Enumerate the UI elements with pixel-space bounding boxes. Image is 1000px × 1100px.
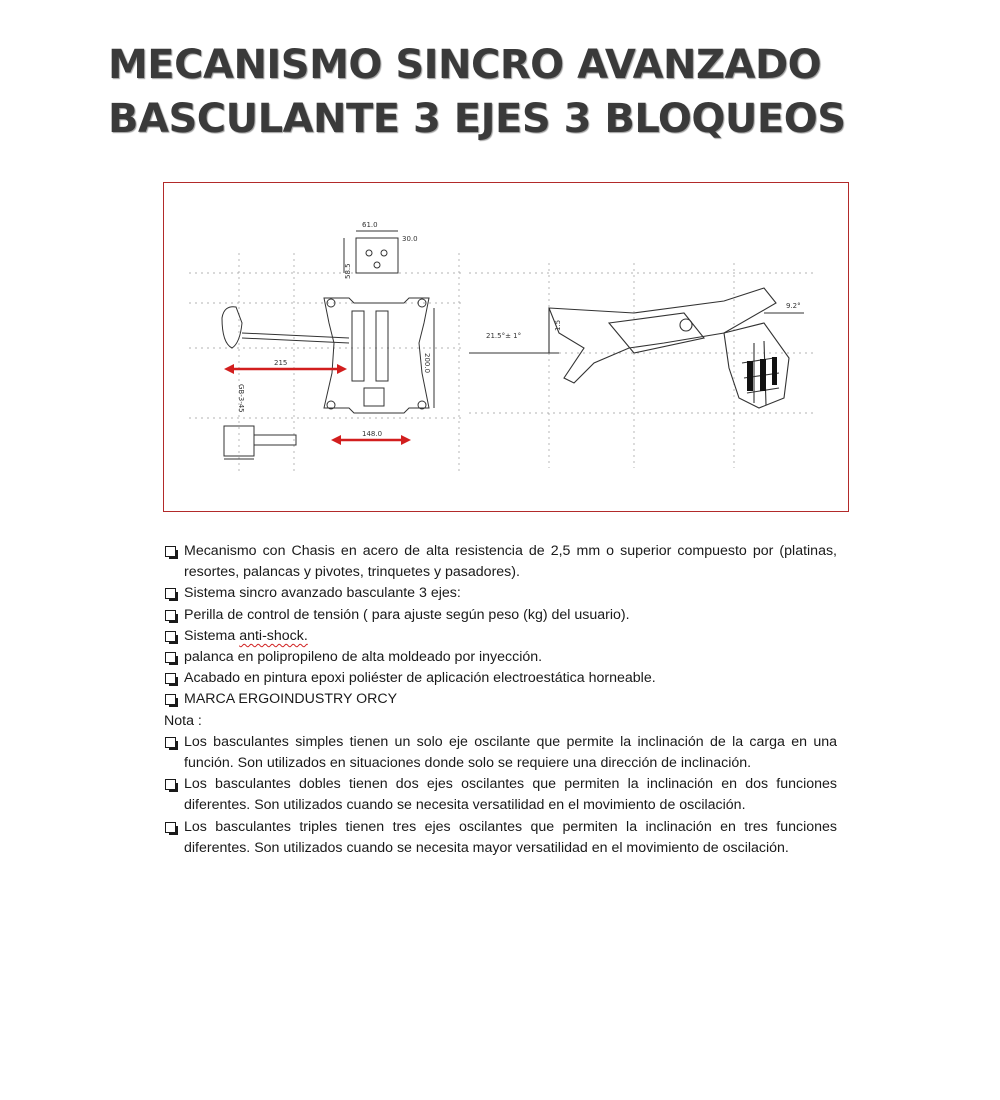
checkbox-bullet-icon [165, 652, 176, 663]
dim-angle-top: 9.2° [786, 302, 801, 310]
checkbox-bullet-icon [165, 631, 176, 642]
title-line-1: MECANISMO SINCRO AVANZADO [108, 42, 822, 88]
feature-text: Mecanismo con Chasis en acero de alta resistencia de 2,5 mm o superior compuesto por (platinas, resortes, palancas y pivotes, trinquetes y pasadores). [184, 543, 837, 581]
dim-vertical-small: 1.5 [554, 319, 562, 331]
feature-text: palanca en polipropileno de alta moldeado por inyección. [184, 649, 543, 666]
feature-text: Sistema sincro avanzado basculante 3 ejes: [184, 585, 461, 602]
feature-text: MARCA ERGOINDUSTRY ORCY [184, 691, 398, 708]
dim-left-small: 58.5 [344, 263, 352, 279]
feature-item [164, 605, 837, 626]
checkbox-bullet-icon [165, 546, 176, 557]
note-text: Los basculantes triples tienen tres ejes oscilantes que permiten la inclinación en tres funciones diferentes. Son utilizados cuando se necesita mayor versatilidad en el movimiento de oscilación. [184, 818, 837, 856]
dim-bottom-width: 148.0 [362, 430, 383, 438]
page-title [108, 38, 968, 146]
feature-item [164, 689, 837, 710]
checkbox-bullet-icon [165, 610, 176, 621]
feature-text: Acabado en pintura epoxi poliéster de aplicación electroestática horneable. [184, 670, 656, 687]
feature-text-spellcheck: anti-shock. [239, 627, 308, 644]
note-label: Nota : [164, 712, 202, 729]
checkbox-bullet-icon [165, 822, 176, 833]
checkbox-bullet-icon [165, 737, 176, 748]
technical-drawing-frame [163, 182, 849, 512]
feature-item [164, 541, 837, 583]
note-text: Los basculantes dobles tienen dos ejes oscilantes que permiten la inclinación en dos funciones diferentes. Son utilizados cuando se necesita versatilidad en el movimiento de oscilación. [184, 776, 837, 814]
feature-text: Perilla de control de tensión ( para ajuste según peso (kg) del usuario). [184, 606, 630, 623]
checkbox-bullet-icon [165, 588, 176, 599]
feature-item [164, 647, 837, 668]
checkbox-bullet-icon [165, 779, 176, 790]
feature-item [164, 626, 837, 647]
feature-item [164, 583, 837, 604]
note-item [164, 817, 837, 859]
checkbox-bullet-icon [165, 673, 176, 684]
feature-text-prefix: Sistema [184, 627, 240, 644]
note-item [164, 774, 837, 816]
feature-item [164, 668, 837, 689]
dim-angle-left: 21.5°± 1° [486, 332, 522, 340]
dim-top-small: 30.0 [402, 235, 418, 243]
dim-lever-length: 215 [274, 359, 288, 367]
dim-top-width: 61.0 [362, 221, 378, 229]
dim-body-height: 200.0 [423, 353, 431, 374]
note-item [164, 732, 837, 774]
dim-lever-ref: GB-3-45 [237, 384, 245, 413]
checkbox-bullet-icon [165, 694, 176, 705]
title-line-2: BASCULANTE 3 EJES 3 BLOQUEOS [108, 96, 846, 142]
spec-text [164, 541, 837, 859]
technical-drawing [164, 183, 850, 513]
note-text: Los basculantes simples tienen un solo eje oscilante que permite la inclinación de la carga en una función. Son utilizados en situaciones donde solo se requiere una dirección de inclinación. [184, 733, 837, 772]
